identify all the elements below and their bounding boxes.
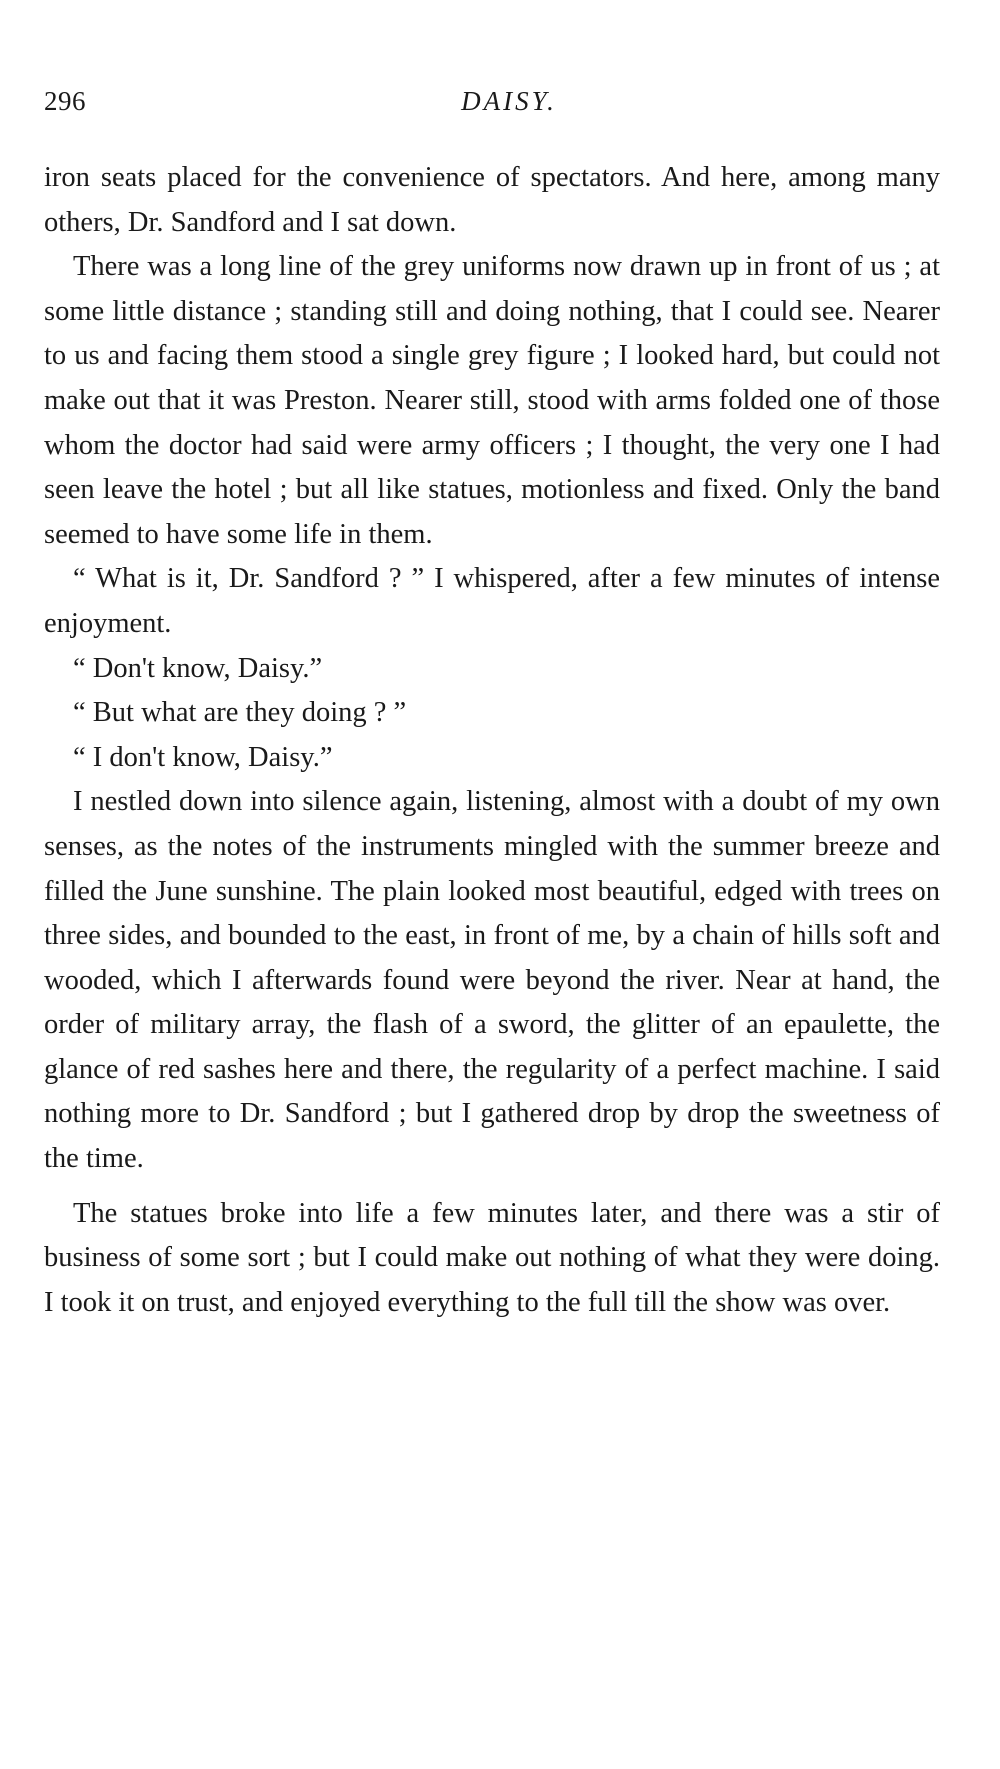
paragraph: “ Don't know, Daisy.”	[73, 652, 323, 684]
paragraph: iron seats placed for the convenience of spectators. And here, among many others, Dr. Sandford and I sat down.	[44, 162, 940, 238]
paragraph: I nestled down into silence again, listening, almost with a doubt of my own senses, as the notes of the instruments mingled with the summer breeze and filled the June sunshine. The plain looked most beautiful, edged with trees on three sides, and bounded to the east, in front of me, by a chain of hills soft and wooded, which I afterwards found were beyond the river. Near at hand, the order of military array, the flash of a sword, the glitter of an epaulette, the glance of red sashes here and there, the regularity of a perfect machine. I said nothing more to Dr. Sandford ; but I gathered drop by drop the sweetness of the time.	[44, 786, 940, 1175]
page-header	[44, 86, 944, 126]
paragraph: There was a long line of the grey uniforms now drawn up in front of us ; at some little distance ; standing still and doing nothing, that I could see. Nearer to us and facing them stood a single grey figure ; I looked hard, but could not make out that it was Preston. Nearer still, stood with arms folded one of those whom the doctor had said were army officers ; I thought, the very one I had seen leave the hotel ; but all like statues, motionless and fixed. Only the band seemed to have some life in them.	[44, 251, 940, 550]
page-number: 296	[44, 86, 86, 116]
body-text	[44, 156, 940, 1325]
paragraph: “ But what are they doing ? ”	[73, 697, 407, 729]
paragraph: “ I don't know, Daisy.”	[73, 741, 333, 773]
running-title: DAISY.	[461, 86, 557, 116]
paragraph: “ What is it, Dr. Sandford ? ” I whispered, after a few minutes of intense enjoyment.	[44, 563, 940, 639]
paragraph: The statues broke into life a few minutes later, and there was a stir of business of some sort ; but I could make out nothing of what they were doing. I took it on trust, and enjoyed everything to the full till the show was over.	[44, 1197, 940, 1318]
